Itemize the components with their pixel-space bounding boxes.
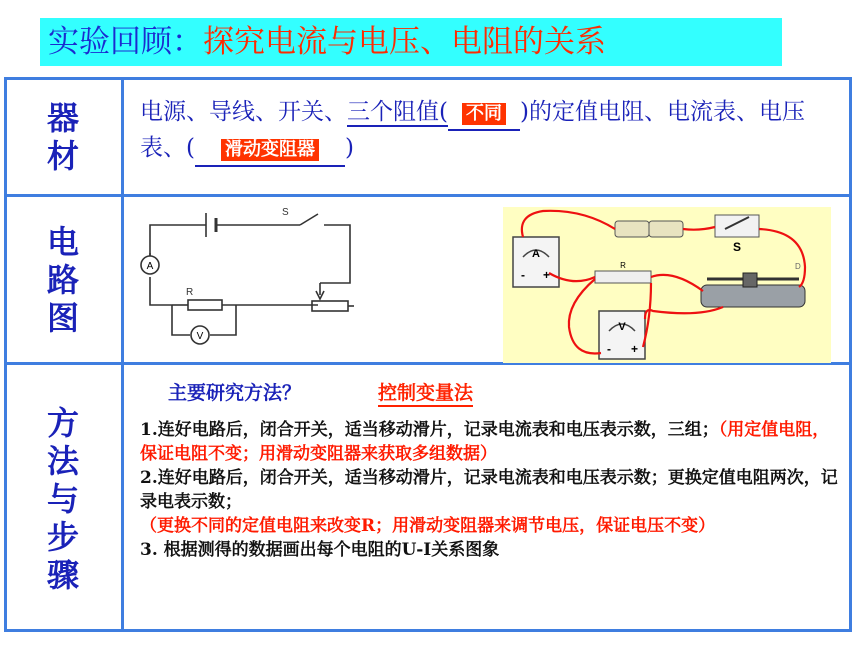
blank-resistance [448,95,520,131]
answer-rheostat: 滑动变阻器 [221,139,319,161]
switch-label: S [282,207,289,218]
title-main: 探究电流与电压、电阻的关系 [203,24,606,60]
ammeter-meter [513,237,559,287]
voltmeter-label: V [196,331,204,342]
circuit-label-char: 路 [46,260,79,299]
ammeter-label: A [146,261,154,272]
photo-resistor-label: R [620,261,626,270]
method-label-char: 骤 [46,555,79,594]
method-question: 主要研究方法？ [168,382,302,404]
method-label-char: 法 [46,441,79,480]
step-1-num: 1. [140,420,158,440]
step-2-text: 连好电路后，闭合开关，适当移动滑片，记录电流表和电压表示数；更换定值电阻两次，记录电表示数； [140,468,838,512]
svg-text:+: + [543,268,551,282]
materials-text [140,95,840,167]
circuit-schematic [140,205,360,355]
page-title [48,22,606,62]
circuit-label-char: 图 [46,298,79,337]
materials-text-d: ( [186,135,195,161]
method-label-char: 步 [46,517,79,556]
materials-text-b: 三个阻值( [347,99,448,125]
method-answer: 控制变量法 [378,378,473,407]
circuit-label [8,197,118,362]
svg-text:-: - [607,342,611,356]
step-1-note: （用定值电阻，保证电阻不变；用滑动变阻器来获取多组数据） [140,420,830,464]
column-divider [121,77,124,632]
materials-label-char: 材 [46,137,79,175]
voltmeter-meter [599,311,645,359]
photo-rheostat [701,285,805,307]
row-divider-1 [4,194,852,197]
step-2-num: 2. [140,468,158,488]
svg-text:+: + [631,342,639,356]
step-1 [140,418,840,466]
title-prefix: 实验回顾： [48,24,203,60]
photo-resistor [595,271,651,283]
battery-2 [649,221,683,237]
step-1-text: 连好电路后，闭合开关，适当移动滑片，记录电流表和电压表示数，三组； [157,420,719,440]
materials-text-e: ) [344,135,354,161]
materials-label-char: 器 [46,99,79,137]
circuit-label-char: 电 [46,222,79,261]
step-2 [140,466,840,514]
materials-text-a: 电源、导线、开关、 [140,99,347,125]
circuit-photo-drawing [503,207,831,363]
materials-label [8,80,118,194]
method-label-char: 与 [46,479,79,518]
photo-voltmeter-label: V [618,321,626,333]
step-3 [140,538,840,562]
step-2-note: （更换不同的定值电阻来改变R；用滑动变阻器来调节电压，保证电压不变） [140,516,716,536]
photo-switch [715,215,759,237]
battery-1 [615,221,649,237]
photo-rheostat-label: D [795,262,801,271]
resistor-label: R [186,287,194,298]
step-3-text: . 根据测得的数据画出每个电阻的U-I关系图象 [151,540,500,560]
step-3-num: 3 [140,540,152,560]
photo-ammeter-label: A [532,248,540,260]
method-label-char: 方 [46,403,79,442]
svg-text:-: - [521,268,525,282]
photo-switch-label: S [732,240,742,254]
answer-different: 不同 [462,103,506,125]
method-label [8,365,118,632]
steps-text [140,418,840,562]
circuit-photo [503,207,831,363]
blank-rheostat [195,131,345,167]
materials-text-c: )的定值电阻、电流表、电压表、 [140,99,805,161]
